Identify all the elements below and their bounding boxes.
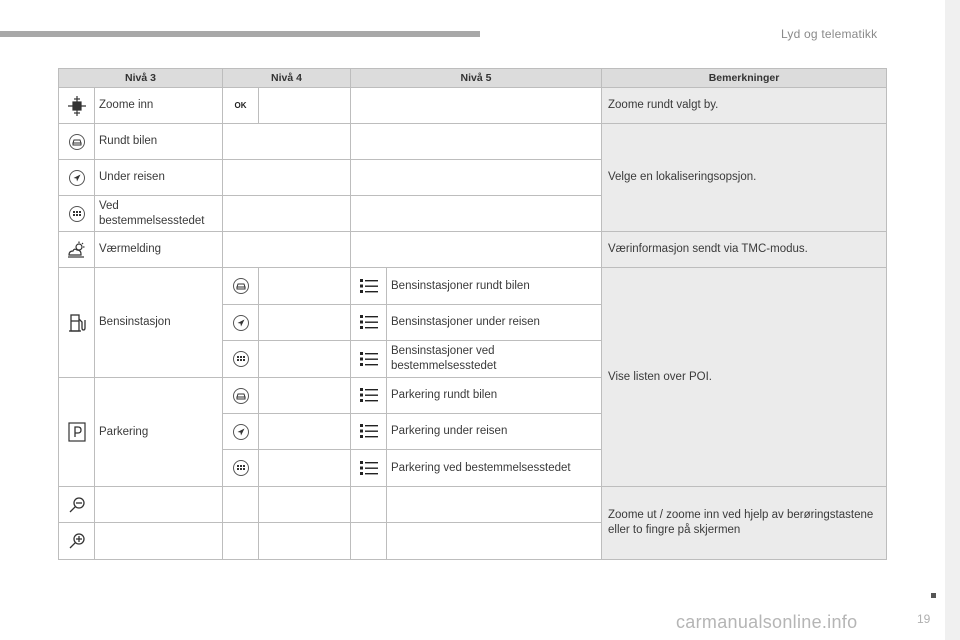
poi-item-label: Parkering ved bestemmelsesstedet (387, 450, 602, 487)
section-title: Lyd og telematikk (781, 27, 878, 41)
poi-item-label: Bensinstasjoner under reisen (387, 305, 602, 341)
flag-circle-icon (59, 196, 95, 232)
poi-item-label: Bensinstasjoner rundt bilen (387, 268, 602, 305)
remark-cell: Værinformasjon sendt via TMC-modus. (602, 232, 887, 268)
table-row (59, 124, 887, 160)
poi-item-label: Parkering rundt bilen (387, 378, 602, 414)
group-label: Parkering (95, 378, 223, 487)
watermark: carmanualsonline.info (676, 612, 858, 632)
list-icon (351, 268, 387, 305)
navigation-menu-table (58, 68, 887, 560)
table-row (59, 268, 887, 305)
row-label: Værmelding (95, 232, 223, 268)
ok-badge-text: OK (234, 101, 247, 110)
fuel-pump-icon (59, 268, 95, 378)
zoom-crosshair-icon (59, 88, 95, 124)
poi-item-label: Bensinstasjoner ved bestemmelsesstedet (387, 341, 602, 378)
list-icon (351, 450, 387, 487)
weather-icon (59, 232, 95, 268)
page-number: 19 (917, 612, 931, 626)
header-remarks: Bemerkninger (602, 69, 887, 88)
navigation-arrow-icon (223, 414, 259, 450)
flag-circle-icon (223, 341, 259, 378)
zoom-out-icon (59, 487, 95, 523)
flag-circle-icon (223, 450, 259, 487)
parking-icon (59, 378, 95, 487)
table-row (59, 232, 887, 268)
row-label: Ved bestemmelsesstedet (95, 196, 223, 232)
poi-item-label: Parkering under reisen (387, 414, 602, 450)
table-header-row (59, 69, 887, 88)
header-level-5: Nivå 5 (351, 69, 602, 88)
remark-cell: Zoome rundt valgt by. (602, 88, 887, 124)
list-icon (351, 414, 387, 450)
list-icon (351, 378, 387, 414)
list-icon (351, 341, 387, 378)
list-icon (351, 305, 387, 341)
car-circle-icon (223, 268, 259, 305)
top-decor-bar (0, 31, 480, 37)
row-label: Under reisen (95, 160, 223, 196)
header-level-3: Nivå 3 (59, 69, 223, 88)
page-marker (931, 593, 936, 598)
ok-badge (223, 88, 259, 124)
remark-cell: Zoome ut / zoome inn ved hjelp av berøringstastene eller to fingre på skjermen (602, 487, 887, 560)
row-label: Zoome inn (95, 88, 223, 124)
page-edge-strip (945, 0, 960, 640)
car-circle-icon (223, 378, 259, 414)
table-row (59, 487, 887, 523)
table-row (59, 88, 887, 124)
remark-cell: Vise listen over POI. (602, 268, 887, 487)
row-label: Rundt bilen (95, 124, 223, 160)
navigation-arrow-icon (59, 160, 95, 196)
zoom-in-icon (59, 523, 95, 560)
navigation-arrow-icon (223, 305, 259, 341)
car-circle-icon (59, 124, 95, 160)
group-label: Bensinstasjon (95, 268, 223, 378)
remark-cell: Velge en lokaliseringsopsjon. (602, 124, 887, 232)
header-level-4: Nivå 4 (223, 69, 351, 88)
